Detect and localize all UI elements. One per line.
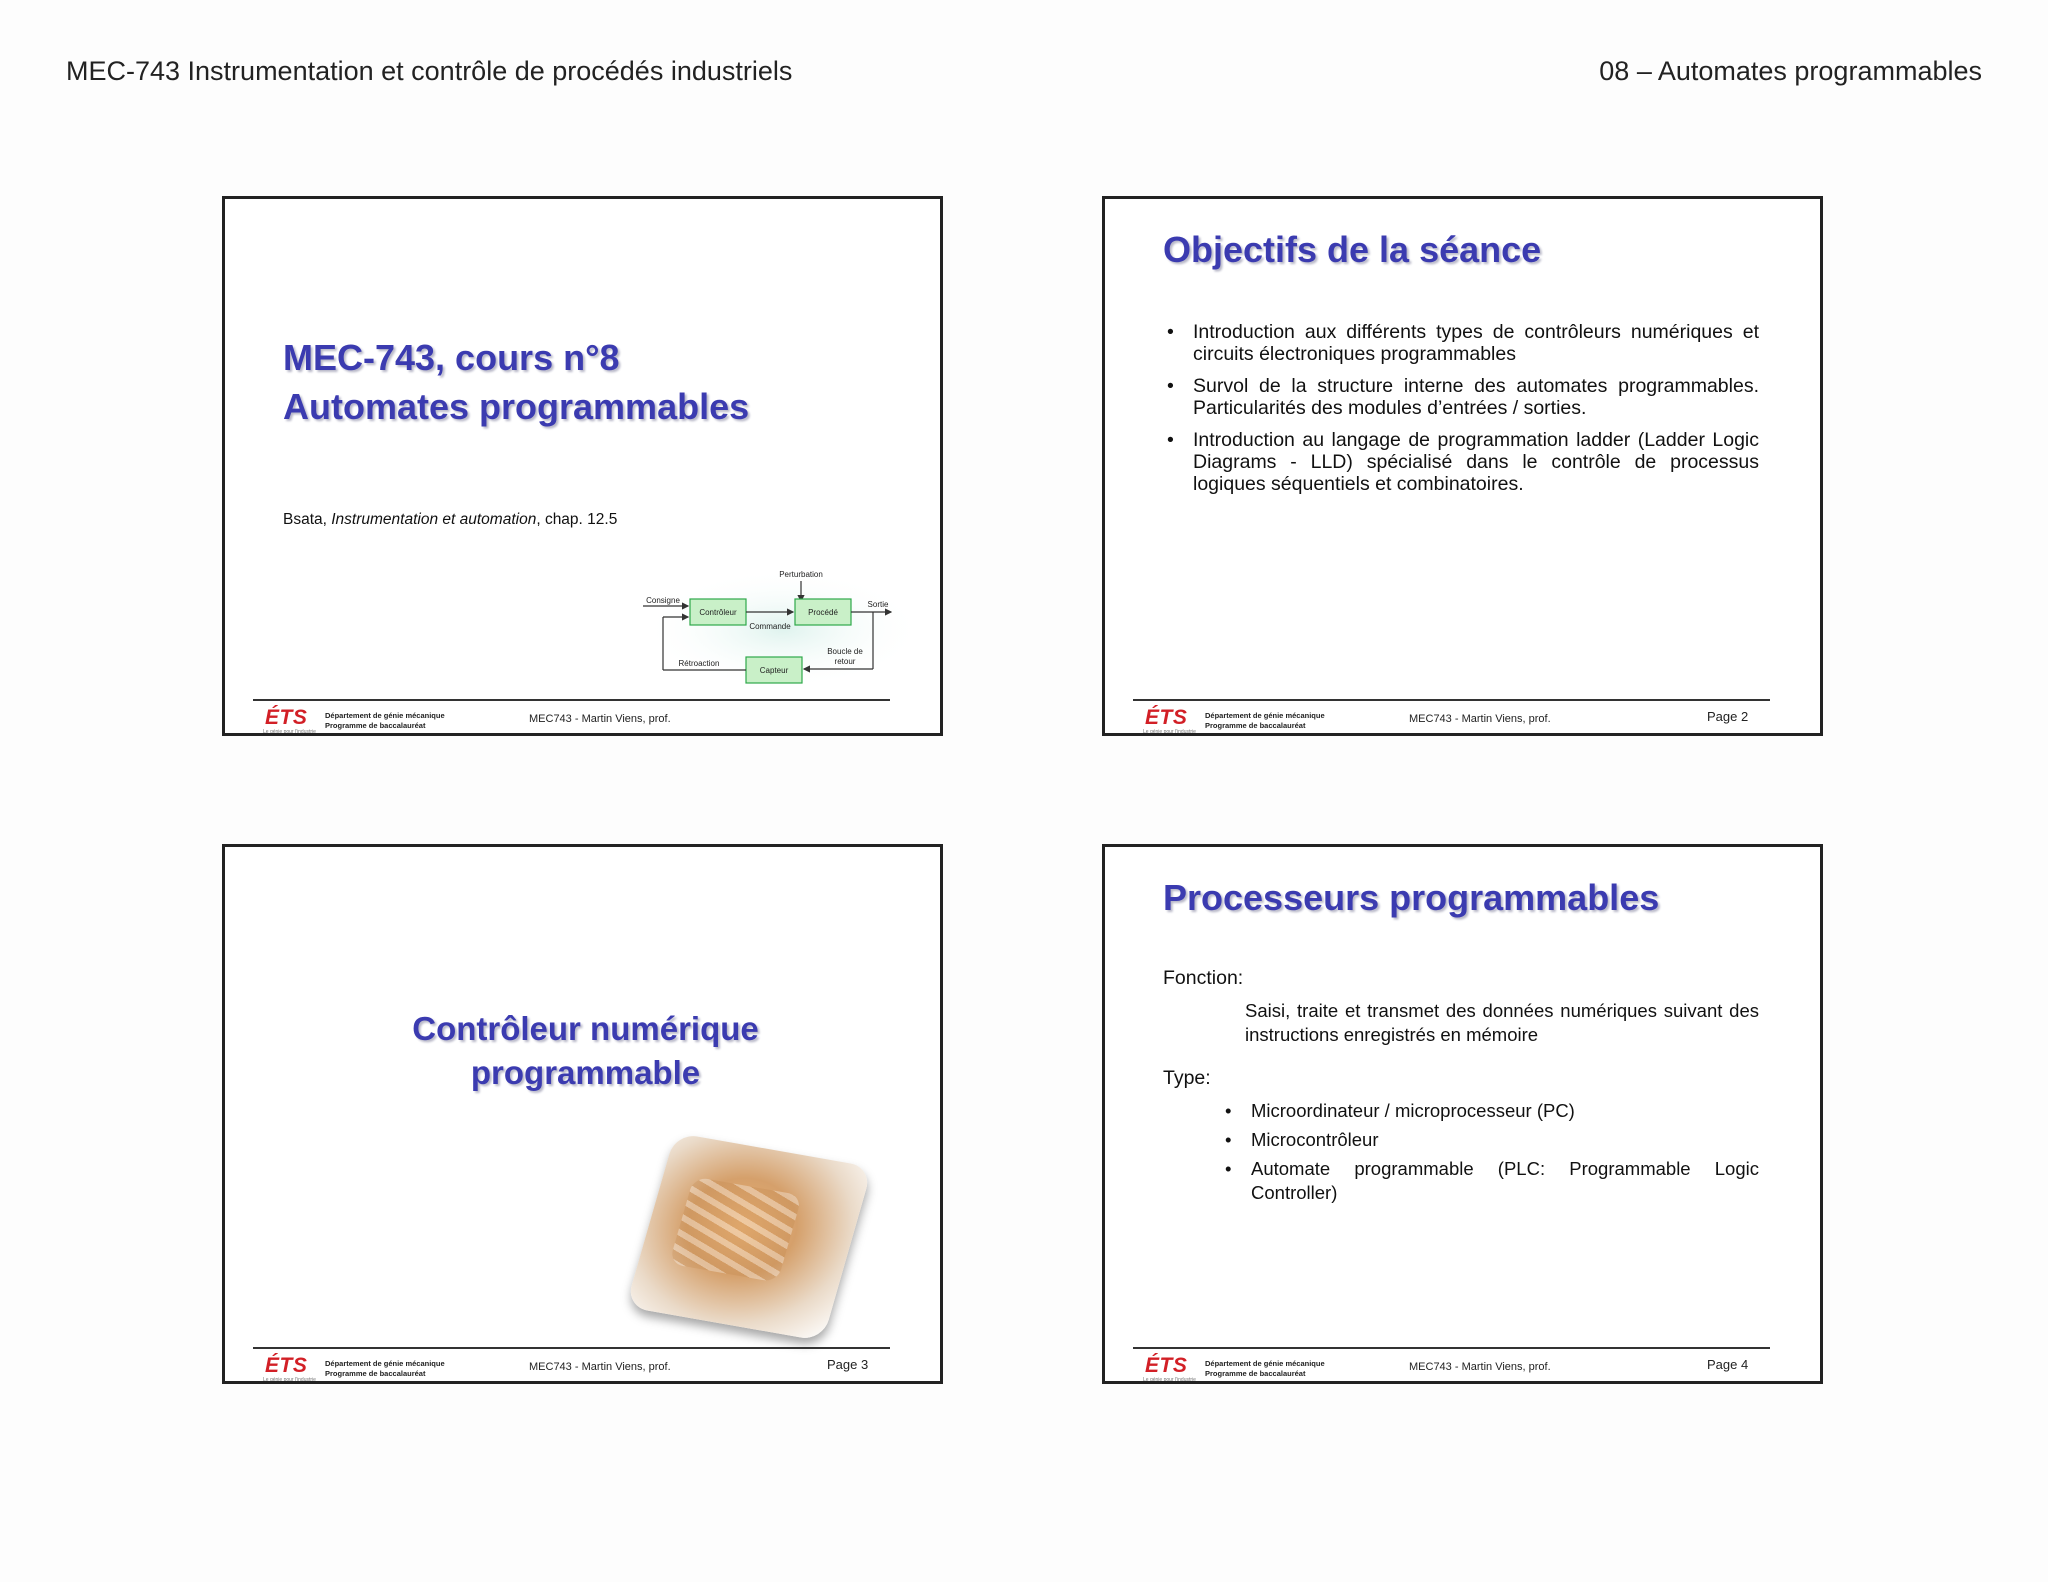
footer-author: MEC743 - Martin Viens, prof.: [1409, 713, 1551, 725]
footer-dept-line: Département de génie mécanique: [325, 711, 445, 720]
list-item: • Automate programmable (PLC: Programmable Logic Controller): [1223, 1157, 1759, 1205]
page-number: Page 3: [827, 1357, 869, 1372]
title-line: programmable: [470, 1054, 701, 1091]
fonction-label: Fonction:: [1163, 967, 1244, 989]
diagram-label-capteur: Capteur: [759, 666, 789, 675]
diagram-label-consigne: Consigne: [646, 596, 680, 605]
footer-department: [325, 711, 445, 731]
footer-dept-line: Programme de baccalauréat: [1205, 721, 1306, 730]
footer-dept-line: Programme de baccalauréat: [1205, 1369, 1306, 1378]
footer-divider: [253, 1347, 890, 1349]
diagram-label-commande: Commande: [749, 622, 791, 631]
list-item: • Introduction aux différents types de contrôleurs numériques et circuits électroniques programmables: [1165, 321, 1759, 365]
ets-logo-tagline: Le génie pour l'industrie: [263, 1377, 316, 1383]
footer-dept-line: Département de génie mécanique: [1205, 711, 1325, 720]
footer-author: MEC743 - Martin Viens, prof.: [529, 713, 671, 725]
footer-author: MEC743 - Martin Viens, prof.: [529, 1361, 671, 1373]
document-header-course: MEC-743 Instrumentation et contrôle de procédés industriels: [66, 56, 793, 86]
diagram-label-procede: Procédé: [808, 608, 838, 617]
objectives-list: [1165, 321, 1759, 505]
footer-dept-line: Programme de baccalauréat: [325, 1369, 426, 1378]
title-line: Automates programmables: [283, 386, 750, 427]
ref-chapter: , chap. 12.5: [536, 511, 618, 528]
list-item: • Microordinateur / microprocesseur (PC): [1223, 1099, 1759, 1123]
reference-text: [283, 511, 617, 529]
ets-logo-tagline: Le génie pour l'industrie: [1143, 1377, 1196, 1383]
footer-divider: [1133, 1347, 1770, 1349]
diagram-label-controleur: Contrôleur: [699, 608, 737, 617]
footer-dept-line: Département de génie mécanique: [1205, 1359, 1325, 1368]
footer-department: [1205, 1359, 1325, 1379]
footer-dept-line: Département de génie mécanique: [325, 1359, 445, 1368]
ets-logo-tagline: Le génie pour l'industrie: [1143, 729, 1196, 735]
ets-logo: ÉTS: [265, 1354, 308, 1377]
ref-author: Bsata,: [283, 511, 332, 528]
title-line: Contrôleur numérique: [412, 1010, 759, 1047]
ref-book-title: Instrumentation et automation: [331, 511, 537, 528]
ets-logo-tagline: Le génie pour l'industrie: [263, 729, 316, 735]
diagram-label-boucle-2: retour: [834, 657, 856, 666]
footer-department: [1205, 711, 1325, 731]
slide-1: [222, 196, 943, 736]
slide-title: Processeurs programmables: [1163, 877, 1660, 918]
list-item: • Microcontrôleur: [1223, 1128, 1759, 1152]
photo-detail: [669, 1177, 802, 1283]
footer-department: [325, 1359, 445, 1379]
type-label: Type:: [1163, 1067, 1211, 1089]
slide-3: [222, 844, 943, 1384]
slide-title: [225, 1007, 943, 1095]
footer-divider: [1133, 699, 1770, 701]
list-item: • Survol de la structure interne des automates programmables. Particularités des modules d’entrées / sorties.: [1165, 375, 1759, 419]
keyboard-hands-photo: [626, 1133, 873, 1342]
slide-title: Objectifs de la séance: [1163, 229, 1542, 270]
diagram-label-retroaction: Rétroaction: [678, 659, 720, 668]
title-line: MEC-743, cours n°8: [283, 337, 620, 378]
document-header-chapter: 08 – Automates programmables: [1599, 56, 1982, 86]
slide-4: [1102, 844, 1823, 1384]
ets-logo: ÉTS: [1145, 706, 1188, 729]
ets-logo: ÉTS: [265, 706, 308, 729]
page-number: Page 4: [1707, 1357, 1749, 1372]
fonction-description: Saisi, traite et transmet des données numériques suivant des instructions enregistrés en mémoire: [1245, 1000, 1759, 1045]
ets-logo: ÉTS: [1145, 1354, 1188, 1377]
diagram-label-boucle-1: Boucle de: [827, 647, 863, 656]
footer-dept-line: Programme de baccalauréat: [325, 721, 426, 730]
page-number: Page 2: [1707, 709, 1749, 724]
footer-divider: [253, 699, 890, 701]
list-item: • Introduction au langage de programmation ladder (Ladder Logic Diagrams - LLD) spécialisé dans le contrôle de processus logiques séquentiels et combinatoires.: [1165, 429, 1759, 495]
processor-types-list: [1223, 1099, 1759, 1210]
diagram-label-sortie: Sortie: [867, 600, 889, 609]
footer-author: MEC743 - Martin Viens, prof.: [1409, 1361, 1551, 1373]
diagram-label-perturbation: Perturbation: [779, 570, 823, 579]
slide-2: [1102, 196, 1823, 736]
control-loop-diagram: [633, 569, 923, 699]
slide-title: [283, 333, 749, 431]
